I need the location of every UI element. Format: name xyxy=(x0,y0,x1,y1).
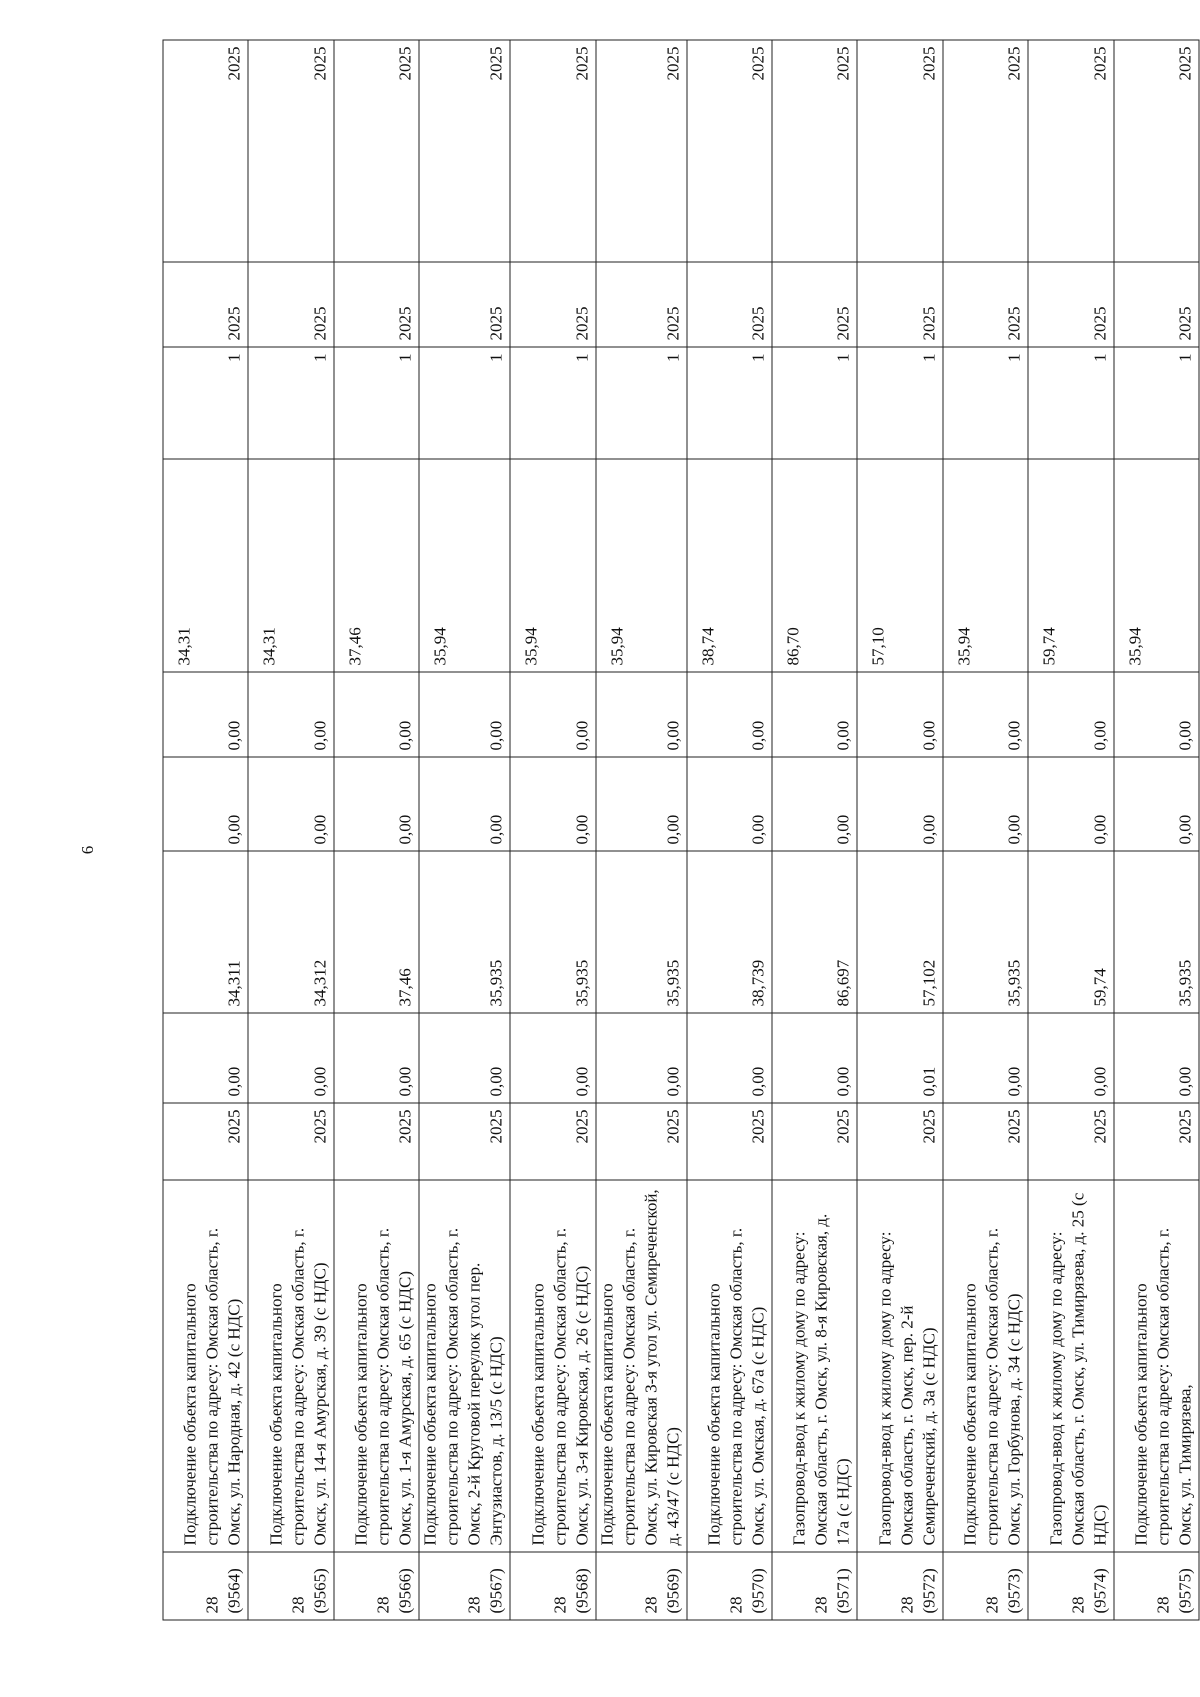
cell-value-1: 0,00 xyxy=(1028,1013,1113,1103)
cell-end-year: 2025 xyxy=(510,40,595,262)
cell-end-year: 2025 xyxy=(163,40,248,262)
cell-value-1: 0,00 xyxy=(163,1013,248,1103)
cell-start-year: 2025 xyxy=(595,262,686,347)
cell-quantity: 1 xyxy=(1113,347,1198,459)
table-row xyxy=(942,40,1027,1620)
row-code: (9572) xyxy=(918,1567,938,1613)
cell-value-3: 0,00 xyxy=(248,757,333,851)
cell-description: Подключение объекта капитального строительства по адресу: Омская область, г. Омск, ул. Горбунова, д. 34 (с НДС) xyxy=(942,1180,1027,1552)
cell-description: Подключение объекта капитального строительства по адресу: Омская область, г. Омск, ул. Омская, д. 67а (с НДС) xyxy=(686,1180,771,1552)
cell-value-1: 0,00 xyxy=(686,1013,771,1103)
cell-value-5: 35,94 xyxy=(1113,459,1198,672)
cell-start-year: 2025 xyxy=(686,262,771,347)
cell-year: 2025 xyxy=(686,1103,771,1180)
cell-value-4: 0,00 xyxy=(510,672,595,757)
table-row xyxy=(163,40,248,1620)
row-number: 28 xyxy=(640,1596,660,1613)
cell-start-year: 2025 xyxy=(510,262,595,347)
cell-value-5: 38,74 xyxy=(686,459,771,672)
cell-value-2: 37,46 xyxy=(333,851,418,1013)
table-body xyxy=(163,40,1199,1620)
row-code: (9566) xyxy=(395,1567,415,1613)
cell-value-3: 0,00 xyxy=(686,757,771,851)
cell-value-5: 35,94 xyxy=(419,459,510,672)
row-number: 28 xyxy=(982,1596,1002,1613)
cell-value-2: 35,935 xyxy=(419,851,510,1013)
cell-value-3: 0,00 xyxy=(163,757,248,851)
cell-quantity: 1 xyxy=(857,347,942,459)
cell-start-year: 2025 xyxy=(333,262,418,347)
cell-value-5: 59,74 xyxy=(1028,459,1113,672)
cell-end-year: 2025 xyxy=(419,40,510,262)
cell-start-year: 2025 xyxy=(942,262,1027,347)
row-code: (9575) xyxy=(1175,1567,1195,1613)
cell-quantity: 1 xyxy=(942,347,1027,459)
row-number: 28 xyxy=(1153,1596,1173,1613)
cell-code xyxy=(333,1552,418,1620)
cell-value-5: 35,94 xyxy=(595,459,686,672)
cell-value-1: 0,00 xyxy=(510,1013,595,1103)
cell-description: Газопровод-ввод к жилому дому по адресу: Омская область, г. Омск, ул. 8-я Кировская, д. 17а (с НДС) xyxy=(772,1180,857,1552)
cell-start-year: 2025 xyxy=(248,262,333,347)
cell-value-1: 0,00 xyxy=(595,1013,686,1103)
cell-start-year: 2025 xyxy=(163,262,248,347)
cell-value-3: 0,00 xyxy=(333,757,418,851)
cell-end-year: 2025 xyxy=(595,40,686,262)
cell-end-year: 2025 xyxy=(248,40,333,262)
table-row xyxy=(248,40,333,1620)
cell-value-5: 86,70 xyxy=(772,459,857,672)
row-number: 28 xyxy=(202,1596,222,1613)
cell-value-5: 57,10 xyxy=(857,459,942,672)
table-row xyxy=(857,40,942,1620)
cell-value-2: 57,102 xyxy=(857,851,942,1013)
cell-year: 2025 xyxy=(942,1103,1027,1180)
cell-end-year: 2025 xyxy=(686,40,771,262)
table-row xyxy=(772,40,857,1620)
cell-year: 2025 xyxy=(772,1103,857,1180)
cell-value-4: 0,00 xyxy=(942,672,1027,757)
cell-year: 2025 xyxy=(1028,1103,1113,1180)
cell-value-2: 35,935 xyxy=(595,851,686,1013)
cell-code xyxy=(1113,1552,1198,1620)
cell-value-2: 59,74 xyxy=(1028,851,1113,1013)
cell-value-1: 0,01 xyxy=(857,1013,942,1103)
row-code: (9567) xyxy=(486,1567,506,1613)
cell-code xyxy=(163,1552,248,1620)
cell-value-5: 35,94 xyxy=(510,459,595,672)
cell-description: Подключение объекта капитального строительства по адресу: Омская область, г. Омск, 2-й Круговой переулок угол пер. Энтузиастов, д. 13/5 (с НДС) xyxy=(419,1180,510,1552)
cell-code xyxy=(248,1552,333,1620)
cell-year: 2025 xyxy=(248,1103,333,1180)
row-number: 28 xyxy=(726,1596,746,1613)
cell-start-year: 2025 xyxy=(772,262,857,347)
cell-value-1: 0,00 xyxy=(419,1013,510,1103)
cell-value-4: 0,00 xyxy=(1113,672,1198,757)
cell-value-5: 35,94 xyxy=(942,459,1027,672)
cell-quantity: 1 xyxy=(772,347,857,459)
cell-value-3: 0,00 xyxy=(772,757,857,851)
cell-value-3: 0,00 xyxy=(942,757,1027,851)
cell-year: 2025 xyxy=(857,1103,942,1180)
table-row xyxy=(686,40,771,1620)
cell-value-3: 0,00 xyxy=(1113,757,1198,851)
cell-value-2: 35,935 xyxy=(510,851,595,1013)
cell-value-4: 0,00 xyxy=(1028,672,1113,757)
row-code: (9571) xyxy=(833,1567,853,1613)
cell-value-4: 0,00 xyxy=(772,672,857,757)
row-number: 28 xyxy=(811,1596,831,1613)
cell-year: 2025 xyxy=(163,1103,248,1180)
cell-value-1: 0,00 xyxy=(772,1013,857,1103)
investment-table xyxy=(162,39,1199,1620)
cell-value-2: 35,935 xyxy=(942,851,1027,1013)
cell-value-4: 0,00 xyxy=(248,672,333,757)
cell-value-2: 86,697 xyxy=(772,851,857,1013)
row-code: (9570) xyxy=(748,1567,768,1613)
table-row xyxy=(510,40,595,1620)
row-code: (9574) xyxy=(1089,1567,1109,1613)
cell-value-4: 0,00 xyxy=(595,672,686,757)
cell-description: Газопровод-ввод к жилому дому по адресу: Омская область, г. Омск, ул. Тимирязева, д. 25 (с НДС) xyxy=(1028,1180,1113,1552)
cell-code xyxy=(510,1552,595,1620)
cell-description: Подключение объекта капитального строительства по адресу: Омская область, г. Омск, ул. 1-я Амурская, д. 65 (с НДС) xyxy=(333,1180,418,1552)
cell-value-4: 0,00 xyxy=(857,672,942,757)
cell-year: 2025 xyxy=(510,1103,595,1180)
cell-value-2: 38,739 xyxy=(686,851,771,1013)
page-number: 6 xyxy=(78,845,97,855)
table-row xyxy=(419,40,510,1620)
cell-end-year: 2025 xyxy=(1113,40,1198,262)
cell-end-year: 2025 xyxy=(333,40,418,262)
cell-quantity: 1 xyxy=(686,347,771,459)
cell-value-4: 0,00 xyxy=(333,672,418,757)
cell-quantity: 1 xyxy=(595,347,686,459)
row-code: (9569) xyxy=(662,1567,682,1613)
cell-code xyxy=(772,1552,857,1620)
cell-code xyxy=(595,1552,686,1620)
cell-value-3: 0,00 xyxy=(595,757,686,851)
cell-value-3: 0,00 xyxy=(1028,757,1113,851)
cell-quantity: 1 xyxy=(419,347,510,459)
cell-quantity: 1 xyxy=(1028,347,1113,459)
cell-value-2: 34,311 xyxy=(163,851,248,1013)
cell-end-year: 2025 xyxy=(942,40,1027,262)
cell-value-4: 0,00 xyxy=(163,672,248,757)
cell-start-year: 2025 xyxy=(1113,262,1198,347)
cell-value-5: 34,31 xyxy=(248,459,333,672)
cell-value-3: 0,00 xyxy=(857,757,942,851)
cell-code xyxy=(942,1552,1027,1620)
row-number: 28 xyxy=(373,1596,393,1613)
document-sheet xyxy=(162,40,1195,1620)
cell-year: 2025 xyxy=(595,1103,686,1180)
table-row xyxy=(595,40,686,1620)
cell-description: Подключение объекта капитального строительства по адресу: Омская область, г. Омск, ул. Народная, д. 42 (с НДС) xyxy=(163,1180,248,1552)
cell-value-2: 35,935 xyxy=(1113,851,1198,1013)
cell-quantity: 1 xyxy=(510,347,595,459)
investment-table-wrapper xyxy=(162,40,1195,1620)
cell-description: Подключение объекта капитального строительства по адресу: Омская область, г. Омск, ул. Кировская 3-я угол ул. Семиреченской, д. 43/47 (с НДС) xyxy=(595,1180,686,1552)
cell-code xyxy=(686,1552,771,1620)
cell-start-year: 2025 xyxy=(419,262,510,347)
row-number: 28 xyxy=(549,1596,569,1613)
cell-value-4: 0,00 xyxy=(419,672,510,757)
cell-value-4: 0,00 xyxy=(686,672,771,757)
cell-end-year: 2025 xyxy=(857,40,942,262)
cell-quantity: 1 xyxy=(248,347,333,459)
cell-value-1: 0,00 xyxy=(248,1013,333,1103)
cell-value-5: 34,31 xyxy=(163,459,248,672)
cell-year: 2025 xyxy=(1113,1103,1198,1180)
row-code: (9564) xyxy=(224,1567,244,1613)
cell-code xyxy=(857,1552,942,1620)
cell-year: 2025 xyxy=(419,1103,510,1180)
row-number: 28 xyxy=(464,1596,484,1613)
cell-value-3: 0,00 xyxy=(419,757,510,851)
row-number: 28 xyxy=(1067,1596,1087,1613)
cell-value-1: 0,00 xyxy=(942,1013,1027,1103)
row-number: 28 xyxy=(896,1596,916,1613)
cell-end-year: 2025 xyxy=(1028,40,1113,262)
cell-value-2: 34,312 xyxy=(248,851,333,1013)
cell-description: Подключение объекта капитального строительства по адресу: Омская область, г. Омск, ул. Тимирязева, xyxy=(1113,1180,1198,1552)
row-code: (9565) xyxy=(309,1567,329,1613)
cell-value-1: 0,00 xyxy=(333,1013,418,1103)
cell-value-5: 37,46 xyxy=(333,459,418,672)
table-row xyxy=(1028,40,1113,1620)
cell-description: Газопровод-ввод к жилому дому по адресу: Омская область, г. Омск, пер. 2-й Семиреченский, д. 3а (с НДС) xyxy=(857,1180,942,1552)
cell-start-year: 2025 xyxy=(1028,262,1113,347)
cell-code xyxy=(1028,1552,1113,1620)
cell-end-year: 2025 xyxy=(772,40,857,262)
table-row xyxy=(333,40,418,1620)
cell-description: Подключение объекта капитального строительства по адресу: Омская область, г. Омск, ул. 3-я Кировская, д. 26 (с НДС) xyxy=(510,1180,595,1552)
table-row xyxy=(1113,40,1198,1620)
row-code: (9573) xyxy=(1004,1567,1024,1613)
cell-value-3: 0,00 xyxy=(510,757,595,851)
row-number: 28 xyxy=(287,1596,307,1613)
cell-description: Подключение объекта капитального строительства по адресу: Омская область, г. Омск, ул. 14-я Амурская, д. 39 (с НДС) xyxy=(248,1180,333,1552)
cell-value-1: 0,00 xyxy=(1113,1013,1198,1103)
row-code: (9568) xyxy=(571,1567,591,1613)
cell-quantity: 1 xyxy=(163,347,248,459)
cell-quantity: 1 xyxy=(333,347,418,459)
cell-start-year: 2025 xyxy=(857,262,942,347)
cell-code xyxy=(419,1552,510,1620)
cell-year: 2025 xyxy=(333,1103,418,1180)
